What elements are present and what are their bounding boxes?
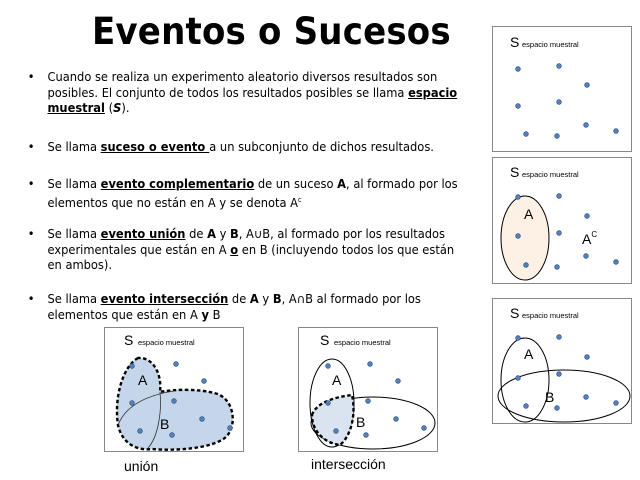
sample-point xyxy=(130,401,135,406)
bullet-complementario: • Se llama evento complementario de un suceso A, al formado por los elementos que no están en A y se denota $A^c$ xyxy=(27,177,458,210)
bullet-dot: • xyxy=(27,177,35,191)
sample-point xyxy=(555,265,560,270)
s-label: S xyxy=(320,332,330,348)
bullet-suceso: • Se llama suceso o evento a un subconjunto de dichos resultados. xyxy=(27,140,434,154)
sample-point xyxy=(228,426,233,431)
sample-point xyxy=(516,104,521,109)
slide-title: Eventos o Sucesos xyxy=(92,10,451,53)
sample-point xyxy=(557,231,562,236)
s-label: S xyxy=(510,305,520,321)
sample-point xyxy=(366,399,371,404)
sample-point xyxy=(326,364,331,369)
diagram-intersection xyxy=(298,327,438,452)
s-label: S xyxy=(124,332,134,348)
diagram-union xyxy=(104,327,244,452)
sample-point xyxy=(394,417,399,422)
sample-point xyxy=(138,429,143,434)
sample-point xyxy=(584,254,589,259)
diagram-subtitle: espacio muestral xyxy=(522,40,579,49)
set-a-label: A xyxy=(524,206,534,222)
sample-point xyxy=(524,404,529,409)
sample-point xyxy=(524,132,529,137)
sample-point xyxy=(422,426,427,431)
sample-point xyxy=(334,429,339,434)
sample-point xyxy=(172,399,177,404)
sample-point xyxy=(557,335,562,340)
term-complementario: evento complementario xyxy=(100,177,255,191)
sample-point xyxy=(200,417,205,422)
sample-point xyxy=(585,355,590,360)
sample-point xyxy=(555,406,560,411)
sample-point xyxy=(368,362,373,367)
sample-point xyxy=(516,234,521,239)
sample-point xyxy=(614,260,619,265)
s-label: S xyxy=(510,34,520,50)
sample-point xyxy=(130,364,135,369)
sample-point xyxy=(584,395,589,400)
bullet-interseccion: • Se llama evento intersección de A y B, A∩B al formado por los elementos que están en A y B xyxy=(27,292,421,322)
diagram-subtitle: espacio muestral xyxy=(334,338,391,347)
diagram-subtitle: espacio muestral xyxy=(522,311,579,320)
complement-label: $A^C$ xyxy=(582,230,598,247)
sample-point xyxy=(524,263,529,268)
sample-point xyxy=(396,379,401,384)
sample-point xyxy=(174,362,179,367)
set-b-label: B xyxy=(545,389,555,405)
set-a-label: A xyxy=(138,372,148,388)
term-interseccion: evento intersección xyxy=(100,292,229,306)
sample-point xyxy=(585,83,590,88)
diagram-complement xyxy=(492,157,632,284)
diagram-sample-space xyxy=(492,26,632,152)
bullet-dot: • xyxy=(27,140,35,154)
sample-point xyxy=(202,379,207,384)
sample-point xyxy=(614,129,619,134)
sample-point xyxy=(557,372,562,377)
diagram-subtitle: espacio muestral xyxy=(138,338,195,347)
bullet-espacio-muestral: • Cuando se realiza un experimento aleatorio diversos resultados son posibles. El conjunto de todos los resultados posibles se llama espacio muestral (S). xyxy=(27,70,458,115)
sample-point xyxy=(557,100,562,105)
sample-point xyxy=(516,336,521,341)
bullet-dot: • xyxy=(27,227,35,241)
set-b-label: B xyxy=(356,414,366,430)
sample-point xyxy=(584,123,589,128)
bullet-dot: • xyxy=(27,292,35,306)
sample-point xyxy=(557,194,562,199)
diagram-subtitle: espacio muestral xyxy=(522,170,579,179)
sample-point xyxy=(326,401,331,406)
sample-point xyxy=(555,134,560,139)
sample-point xyxy=(557,64,562,69)
sample-point xyxy=(170,433,175,438)
sample-point xyxy=(516,376,521,381)
sample-point xyxy=(614,401,619,406)
sample-point xyxy=(364,433,369,438)
term-union: evento unión xyxy=(100,227,186,241)
union-caption: unión xyxy=(124,458,159,474)
set-a-label: A xyxy=(332,372,342,388)
set-a-label: A xyxy=(524,346,534,362)
sample-point xyxy=(516,195,521,200)
term-suceso-evento: suceso o evento xyxy=(100,140,210,154)
set-b-label: B xyxy=(160,416,170,432)
bullet-dot: • xyxy=(27,70,35,84)
term-espacio-muestral: espacio muestral xyxy=(47,85,458,115)
sample-point xyxy=(516,67,521,72)
diagram-two-sets xyxy=(492,298,632,424)
sample-point xyxy=(585,214,590,219)
intersection-caption: intersección xyxy=(311,456,386,472)
bullet-union: • Se llama evento unión de A y B, A∪B, al formado por los resultados experimentales que están en A o en B (incluyendo todos los que están en ambos). xyxy=(27,227,455,272)
s-label: S xyxy=(510,164,520,180)
